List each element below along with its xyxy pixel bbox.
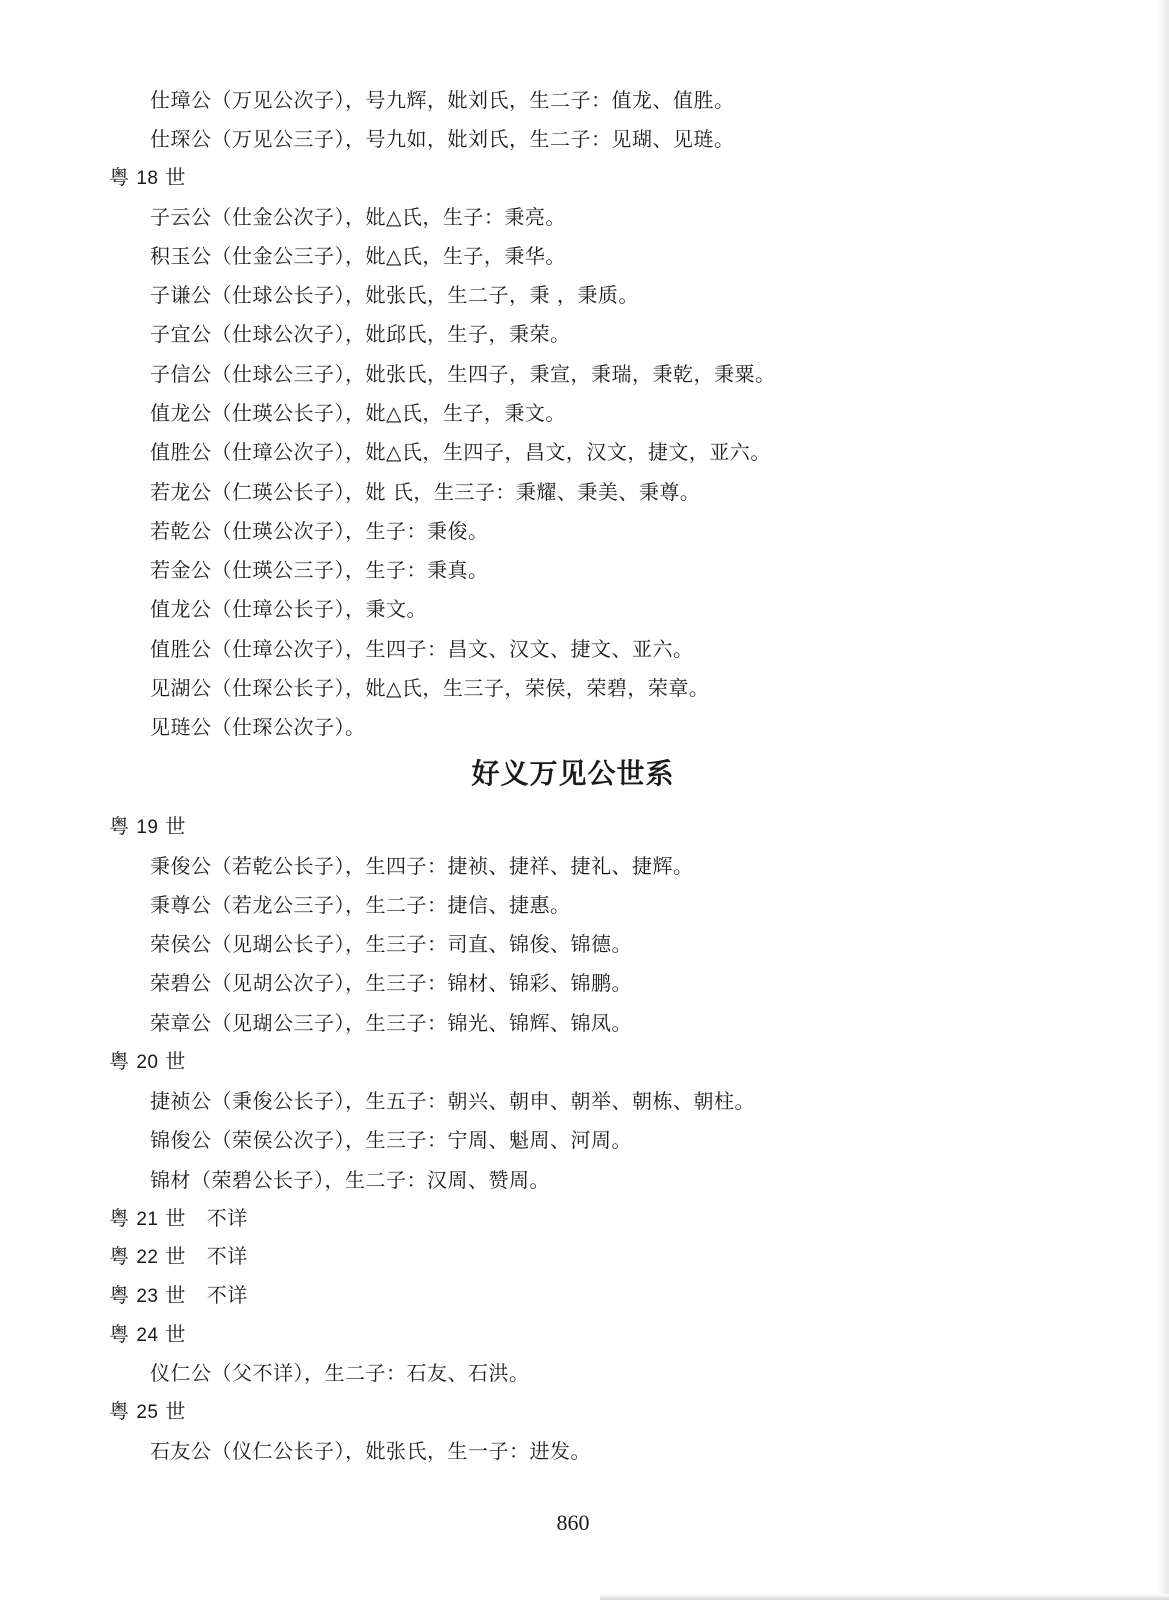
genealogy-entry: 秉俊公（若乾公长子），生四子：捷祯、捷祥、捷礼、捷辉。	[150, 854, 694, 878]
generation-suffix: 世	[165, 165, 186, 189]
section-title: 好义万见公世系	[471, 757, 675, 790]
generation-number: 19	[136, 817, 159, 838]
generation-prefix: 粤	[109, 1399, 130, 1423]
genealogy-entry: 若乾公（仕瑛公次子），生子：秉俊。	[150, 519, 489, 543]
generation-heading-25	[109, 1397, 186, 1427]
generation-note: 不详	[206, 1283, 248, 1307]
generation-prefix: 粤	[109, 1206, 130, 1230]
page-number: 860	[556, 1510, 590, 1535]
genealogy-entry: 见琏公（仕琛公次子）。	[150, 715, 366, 739]
generation-number: 24	[136, 1325, 159, 1346]
generation-number: 22	[136, 1247, 159, 1268]
generation-heading-21	[109, 1204, 248, 1234]
genealogy-entry: 荣碧公（见胡公次子），生三子：锦材、锦彩、锦鹏。	[150, 971, 632, 995]
generation-suffix: 世	[165, 1206, 186, 1230]
genealogy-entry: 仪仁公（父不详），生二子：石友、石洪。	[150, 1361, 530, 1385]
generation-heading-24	[109, 1320, 186, 1350]
generation-note: 不详	[206, 1244, 248, 1268]
generation-number: 21	[136, 1209, 159, 1230]
genealogy-entry: 锦材（荣碧公长子），生二子：汉周、赞周。	[150, 1168, 550, 1192]
scan-bottom-shadow	[600, 1594, 1169, 1600]
genealogy-entry: 值胜公（仕璋公次子），生四子：昌文、汉文、捷文、亚六。	[150, 637, 694, 661]
generation-suffix: 世	[165, 1322, 186, 1346]
genealogy-entry: 若龙公（仁瑛公长子），妣 氏，生三子：秉耀、秉美、秉尊。	[150, 480, 701, 504]
genealogy-entry: 子信公（仕球公三子），妣张氏，生四子，秉宣，秉瑞，秉乾，秉粟。	[150, 362, 776, 386]
generation-prefix: 粤	[109, 814, 130, 838]
generation-suffix: 世	[165, 1283, 186, 1307]
generation-number: 23	[136, 1286, 159, 1307]
genealogy-entry: 仕琛公（万见公三子），号九如，妣刘氏，生二子：见瑚、见琏。	[150, 127, 735, 151]
genealogy-entry: 荣章公（见瑚公三子），生三子：锦光、锦辉、锦凤。	[150, 1011, 632, 1035]
genealogy-entry: 仕璋公（万见公次子），号九辉，妣刘氏，生二子：值龙、值胜。	[150, 88, 735, 112]
generation-heading-19	[109, 812, 186, 842]
genealogy-entry: 值龙公（仕瑛公长子），妣△氏，生子，秉文。	[150, 401, 566, 425]
generation-heading-22	[109, 1242, 248, 1272]
generation-prefix: 粤	[109, 165, 130, 189]
genealogy-entry: 积玉公（仕金公三子），妣△氏，生子，秉华。	[150, 244, 566, 268]
genealogy-entry: 捷祯公（秉俊公长子），生五子：朝兴、朝申、朝举、朝栋、朝柱。	[150, 1089, 755, 1113]
genealogy-entry: 值胜公（仕璋公次子），妣△氏，生四子，昌文，汉文，捷文，亚六。	[150, 440, 771, 464]
generation-suffix: 世	[165, 1399, 186, 1423]
generation-heading-20	[109, 1047, 186, 1077]
genealogy-entry: 子谦公（仕球公长子），妣张氏，生二子，秉 ，秉质。	[150, 283, 639, 307]
genealogy-entry: 子宜公（仕球公次子），妣邱氏，生子，秉荣。	[150, 322, 571, 346]
generation-number: 20	[136, 1052, 159, 1073]
genealogy-entry: 荣侯公（见瑚公长子），生三子：司直、锦俊、锦德。	[150, 932, 632, 956]
genealogy-entry: 值龙公（仕璋公长子），秉文。	[150, 597, 427, 621]
genealogy-entry: 见湖公（仕琛公长子），妣△氏，生三子，荣侯，荣碧，荣章。	[150, 676, 710, 700]
generation-prefix: 粤	[109, 1049, 130, 1073]
generation-prefix: 粤	[109, 1244, 130, 1268]
generation-suffix: 世	[165, 1244, 186, 1268]
genealogy-entry: 锦俊公（荣侯公次子），生三子：宁周、魁周、河周。	[150, 1128, 632, 1152]
generation-number: 18	[136, 168, 159, 189]
genealogy-entry: 石友公（仪仁公长子），妣张氏，生一子：进发。	[150, 1439, 591, 1463]
generation-heading-23	[109, 1281, 248, 1311]
generation-suffix: 世	[165, 814, 186, 838]
genealogy-entry: 秉尊公（若龙公三子），生二子：捷信、捷惠。	[150, 893, 571, 917]
genealogy-entry: 子云公（仕金公次子），妣△氏，生子：秉亮。	[150, 205, 566, 229]
generation-prefix: 粤	[109, 1283, 130, 1307]
generation-number: 25	[136, 1402, 159, 1423]
generation-heading-18	[109, 163, 186, 193]
generation-prefix: 粤	[109, 1322, 130, 1346]
generation-suffix: 世	[165, 1049, 186, 1073]
genealogy-entry: 若金公（仕瑛公三子），生子：秉真。	[150, 558, 489, 582]
scan-edge-shadow	[1157, 0, 1169, 1600]
generation-note: 不详	[206, 1206, 248, 1230]
